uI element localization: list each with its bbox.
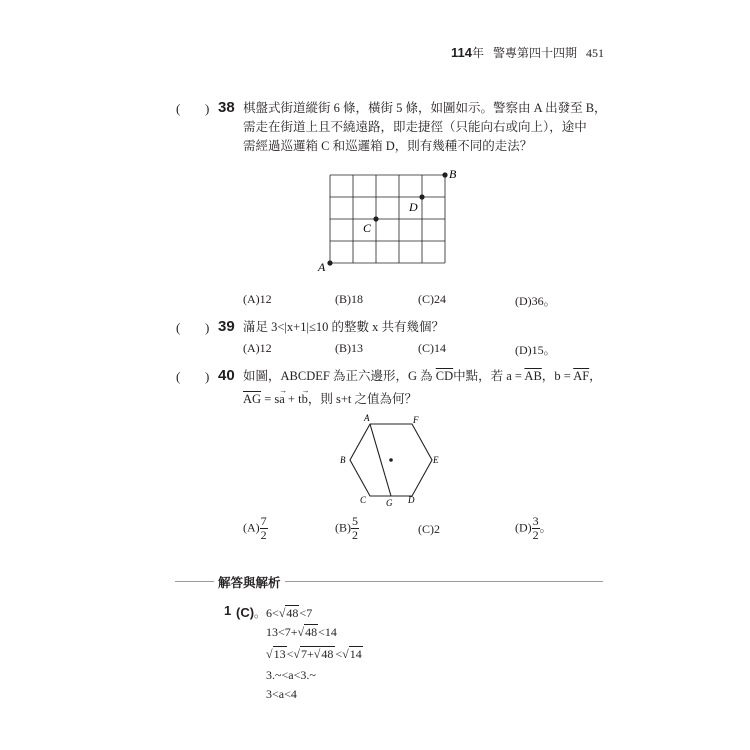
q39-option-d: (D)15。 bbox=[515, 343, 556, 357]
q38-option-a: (A)12 bbox=[243, 292, 272, 306]
midpoint-g-label: G bbox=[386, 498, 393, 508]
vector-a-symbol: → a bbox=[279, 390, 285, 409]
q40-option-b-label: (B) bbox=[335, 520, 351, 535]
vertex-c-label: C bbox=[360, 495, 367, 505]
q40-option-a bbox=[243, 515, 268, 542]
q40-option-a-den: 2 bbox=[260, 528, 267, 542]
hexagon-center-dot bbox=[389, 458, 393, 462]
question-39-text: 滿足 3<|x+1|≤10 的整數 x 共有幾個？ bbox=[243, 320, 444, 334]
q40-line1-start: 如圖，ABCDEF 為正六邊形，G 為 bbox=[243, 369, 433, 383]
q40-eq-s: = s bbox=[261, 392, 280, 406]
vector-b-eq: b = bbox=[554, 369, 574, 383]
solution-1-l3m: < bbox=[286, 647, 294, 661]
q39-option-b: (B)13 bbox=[335, 341, 363, 355]
point-b-dot bbox=[442, 172, 447, 177]
hexagon-figure bbox=[330, 410, 450, 510]
sqrt-48: √48 bbox=[278, 606, 299, 620]
segment-cd: $\overline{CD}$ bbox=[435, 369, 454, 383]
vertex-a-label: A bbox=[364, 413, 370, 423]
solution-1-number: 1 bbox=[224, 603, 232, 618]
vertex-f-label: F bbox=[413, 415, 419, 425]
answer-paren-close-38: ) bbox=[205, 101, 210, 116]
answer-paren-close-40: ) bbox=[205, 369, 210, 384]
q40-sep: ， bbox=[541, 369, 555, 383]
point-a-dot bbox=[327, 260, 332, 265]
vector-ab: $\overline{AB}$ bbox=[524, 369, 542, 383]
sqrt-14-radicand: 14 bbox=[349, 647, 362, 661]
answer-paren-open-39: ( bbox=[176, 320, 181, 335]
page-number: 451 bbox=[586, 46, 604, 60]
inner-sqrt-48: √48 bbox=[313, 647, 334, 661]
sqrt-48-radicand: 48 bbox=[286, 606, 299, 620]
sqrt-48-radicand: 48 bbox=[305, 625, 318, 639]
q40-option-b-fraction bbox=[351, 515, 359, 542]
q40-option-b-num: 5 bbox=[352, 514, 358, 528]
vector-a-eq: a = bbox=[506, 369, 525, 383]
answer-paren-close-39: ) bbox=[205, 320, 210, 335]
label-d: D bbox=[409, 200, 418, 214]
q40-line1-mid: 中點，若 bbox=[453, 369, 504, 383]
vector-b-symbol: → b bbox=[302, 390, 308, 409]
solution-1-line4: 3.~<a<3.~ bbox=[266, 668, 316, 682]
q40-option-c: (C)2 bbox=[418, 522, 440, 536]
solutions-title: 解答與解析 bbox=[214, 573, 285, 591]
q40-option-d-num: 3 bbox=[532, 514, 539, 528]
vector-af: $\overline{AF}$ bbox=[573, 369, 590, 383]
point-c-dot bbox=[373, 216, 378, 221]
point-d-dot bbox=[419, 194, 424, 199]
solution-1-answer: (C) bbox=[236, 605, 255, 620]
page-header bbox=[451, 44, 604, 61]
q40-option-a-fraction bbox=[260, 515, 268, 542]
q38-option-c: (C)24 bbox=[418, 292, 446, 306]
solution-1-line5: 3<a<4 bbox=[266, 687, 297, 701]
header-year: 114 bbox=[450, 45, 472, 60]
q40-option-d bbox=[515, 515, 552, 542]
q40-option-d-suffix: 。 bbox=[539, 520, 552, 535]
q40-option-a-num: 7 bbox=[260, 514, 267, 528]
question-number-39: 39 bbox=[218, 318, 235, 335]
question-40-text bbox=[243, 367, 643, 409]
q40-option-a-label: (A) bbox=[243, 520, 260, 535]
q40-option-d-den: 2 bbox=[532, 528, 539, 542]
q38-option-d: (D)36。 bbox=[515, 294, 556, 308]
q40-sep2: ， bbox=[589, 369, 602, 383]
solution-1-l2a: 13<7+ bbox=[266, 625, 298, 639]
label-b: B bbox=[449, 167, 457, 181]
question-number-38: 38 bbox=[218, 99, 235, 116]
header-year-suffix: 年 bbox=[471, 46, 484, 60]
answer-paren-open-40: ( bbox=[176, 369, 181, 384]
q40-option-b bbox=[335, 515, 359, 542]
solution-1-line1 bbox=[236, 604, 312, 621]
q39-option-c: (C)14 bbox=[418, 341, 446, 355]
q40-plus-t: + t bbox=[284, 392, 302, 406]
question-38-text bbox=[243, 99, 623, 156]
solution-1-line3 bbox=[266, 647, 363, 662]
inner-sqrt-48-radicand: 48 bbox=[321, 647, 334, 661]
sqrt-14: √14 bbox=[342, 647, 362, 661]
segment-ag bbox=[370, 424, 391, 496]
solution-1-l3m2: < bbox=[335, 647, 343, 661]
solution-1-line2 bbox=[266, 625, 337, 640]
q38-line1: 棋盤式街道縱街 6 條，橫街 5 條，如圖如示。警察由 A 出發至 B， bbox=[243, 101, 607, 115]
street-grid bbox=[330, 175, 445, 263]
solution-1-l2b: <14 bbox=[318, 625, 337, 639]
sqrt-48: √48 bbox=[297, 625, 318, 639]
q40-option-d-label: (D) bbox=[515, 520, 532, 535]
answer-paren-open-38: ( bbox=[176, 101, 181, 116]
label-a: A bbox=[318, 260, 326, 274]
sqrt-13-radicand: 13 bbox=[273, 647, 286, 661]
vector-ag: $\overline{AG}$ bbox=[243, 392, 262, 406]
vertex-b-label: B bbox=[340, 455, 346, 465]
q38-line2: 需走在街道上且不繞遠路，即走捷徑（只能向右或向上），途中 bbox=[243, 120, 587, 134]
q38-option-b: (B)18 bbox=[335, 292, 363, 306]
header-exam: 警專第四十四期 bbox=[492, 46, 577, 60]
vertex-d-label: D bbox=[408, 495, 415, 505]
label-c: C bbox=[363, 221, 372, 235]
q39-option-a: (A)12 bbox=[243, 341, 272, 355]
sqrt-7-plus: 7+ bbox=[300, 647, 314, 661]
q40-line2-end: ，則 s+t 之值為何？ bbox=[307, 392, 417, 406]
sqrt-7-plus-radicand bbox=[300, 646, 335, 661]
street-grid-figure bbox=[315, 165, 465, 275]
question-number-40: 40 bbox=[218, 367, 235, 384]
vertex-e-label: E bbox=[433, 455, 439, 465]
q38-line3: 需經過巡邏箱 C 和巡邏箱 D，則有幾種不同的走法？ bbox=[243, 139, 533, 153]
sqrt-13: √13 bbox=[266, 647, 286, 661]
sqrt-7-plus-sqrt-48: √7+√48 bbox=[293, 647, 334, 661]
q40-option-d-fraction bbox=[532, 515, 540, 542]
solution-1-l1a: 。6< bbox=[254, 606, 279, 620]
solution-1-l1b: <7 bbox=[299, 606, 313, 620]
q40-option-b-den: 2 bbox=[352, 528, 358, 542]
